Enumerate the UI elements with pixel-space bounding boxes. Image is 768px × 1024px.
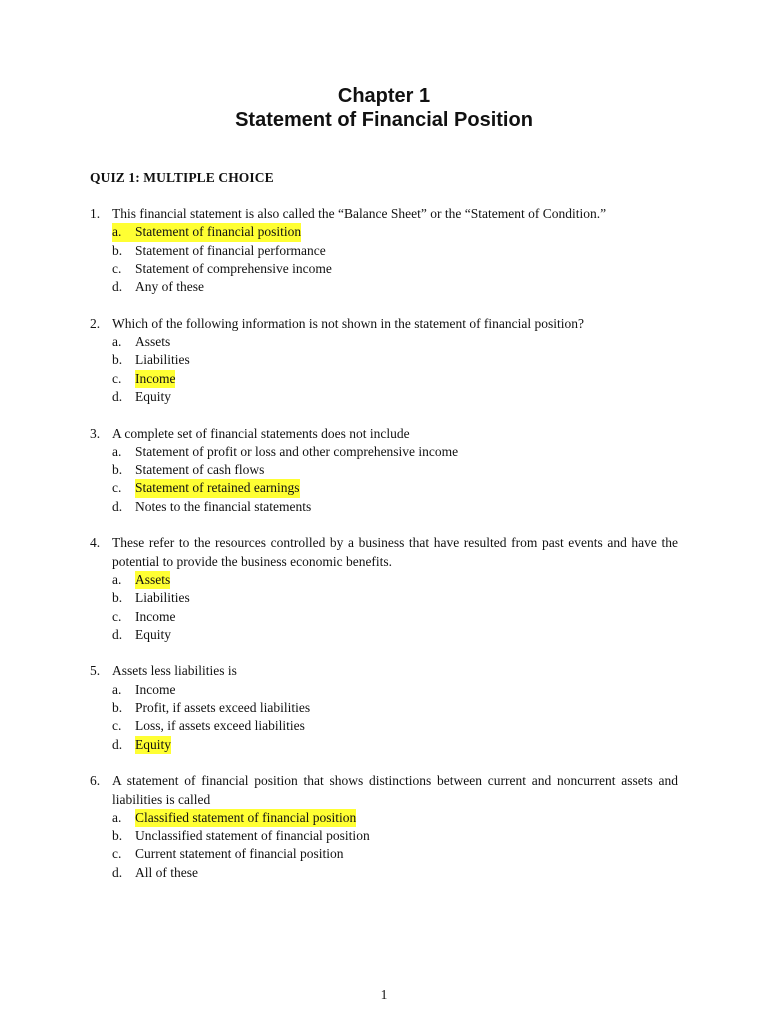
question-text: A statement of financial position that shows distinctions between current and noncurrent assets and liabilities is called (112, 773, 678, 807)
choice-text-highlighted: Classified statement of financial position (135, 809, 356, 827)
choice-item (90, 443, 678, 461)
choice-list (90, 571, 678, 644)
choice-item (90, 479, 678, 497)
choice-text: Liabilities (135, 352, 190, 368)
choice-letter: b. (112, 242, 123, 258)
question-line (90, 425, 678, 443)
question-line (90, 662, 678, 680)
choice-item (90, 571, 678, 589)
choice-list (90, 333, 678, 406)
choice-letter: b. (112, 352, 123, 368)
choice-item (90, 498, 678, 516)
choice-text: Equity (135, 388, 171, 404)
choice-letter: d. (112, 498, 123, 514)
question-number: 5. (90, 663, 101, 679)
choice-item (90, 845, 678, 863)
page-number: 1 (380, 987, 388, 1002)
question-text: Which of the following information is not shown in the statement of financial position? (112, 315, 585, 331)
question-list (90, 205, 678, 900)
question-item (90, 534, 678, 644)
choice-item (90, 699, 678, 717)
choice-letter: d. (112, 736, 123, 752)
choice-list (90, 809, 678, 882)
choice-item (90, 461, 678, 479)
question-number: 6. (90, 773, 101, 789)
choice-item (90, 223, 678, 241)
choice-text: Income (135, 608, 176, 624)
choice-item (90, 351, 678, 369)
choice-text: Current statement of financial position (135, 846, 344, 862)
choice-text-highlighted: Equity (135, 736, 171, 754)
question-item (90, 772, 678, 882)
chapter-title: Chapter 1 (337, 85, 431, 107)
question-line (90, 315, 678, 333)
choice-list (90, 223, 678, 296)
choice-text: Notes to the financial statements (135, 498, 312, 514)
question-line (90, 534, 678, 571)
question-text: A complete set of financial statements does not include (112, 425, 410, 441)
choice-text: Equity (135, 626, 171, 642)
choice-item (90, 589, 678, 607)
choice-text: Statement of financial performance (135, 242, 326, 258)
question-number: 3. (90, 425, 101, 441)
question-line (90, 772, 678, 809)
choice-item (90, 608, 678, 626)
choice-letter: a. (112, 571, 122, 587)
choice-letter: b. (112, 590, 123, 606)
chapter-title-block (0, 84, 768, 132)
choice-letter: c. (112, 608, 122, 624)
choice-item (90, 260, 678, 278)
choice-text: All of these (135, 864, 198, 880)
choice-letter: d. (112, 279, 123, 295)
choice-text: Income (135, 681, 176, 697)
question-text: Assets less liabilities is (112, 663, 237, 679)
choice-text: Liabilities (135, 590, 190, 606)
choice-letter: c. (112, 718, 122, 734)
choice-item (90, 242, 678, 260)
choice-letter: c. (112, 480, 122, 496)
choice-text: Unclassified statement of financial position (135, 828, 370, 844)
choice-text: Profit, if assets exceed liabilities (135, 700, 311, 716)
choice-item (90, 388, 678, 406)
choice-list (90, 681, 678, 754)
choice-text-highlighted: Assets (135, 571, 170, 589)
choice-item (90, 809, 678, 827)
choice-text: Statement of cash flows (135, 462, 265, 478)
choice-text: Loss, if assets exceed liabilities (135, 718, 305, 734)
chapter-subtitle: Statement of Financial Position (235, 109, 533, 131)
choice-letter: d. (112, 864, 123, 880)
choice-text-highlighted: Statement of retained earnings (135, 479, 300, 497)
choice-item (90, 681, 678, 699)
choice-list (90, 443, 678, 516)
question-line (90, 205, 678, 223)
question-number: 1. (90, 206, 101, 221)
choice-text: Statement of comprehensive income (135, 260, 332, 276)
question-number: 2. (90, 315, 101, 331)
choice-letter: a. (112, 443, 122, 459)
choice-item (90, 827, 678, 845)
choice-text-highlighted: Statement of financial position (135, 223, 301, 241)
choice-letter: a. (112, 223, 135, 241)
choice-text: Any of these (135, 279, 204, 295)
question-number: 4. (90, 535, 101, 551)
choice-letter: a. (112, 809, 122, 825)
choice-letter: a. (112, 334, 122, 350)
choice-letter: c. (112, 260, 122, 276)
choice-item (90, 864, 678, 882)
question-text: This financial statement is also called the “Balance Sheet” or the “Statement of Condition.” (112, 206, 607, 221)
choice-text: Statement of profit or loss and other comprehensive income (135, 443, 459, 459)
question-item (90, 315, 678, 406)
choice-letter: b. (112, 462, 123, 478)
choice-letter: d. (112, 388, 123, 404)
choice-letter: c. (112, 846, 122, 862)
choice-text: Assets (135, 334, 171, 350)
choice-item (90, 333, 678, 351)
choice-letter: b. (112, 700, 123, 716)
choice-letter: a. (112, 681, 122, 697)
choice-item (90, 278, 678, 296)
choice-letter: c. (112, 370, 122, 386)
choice-item (90, 626, 678, 644)
choice-item (90, 736, 678, 754)
choice-letter: d. (112, 626, 123, 642)
quiz-heading: QUIZ 1: MULTIPLE CHOICE (90, 170, 274, 185)
question-item (90, 205, 678, 296)
question-item (90, 662, 678, 753)
question-item (90, 425, 678, 516)
question-text: These refer to the resources controlled by a business that have resulted from past events and have the potential to provide the business economic benefits. (112, 535, 678, 569)
choice-letter: b. (112, 828, 123, 844)
choice-item (90, 370, 678, 388)
choice-item (90, 717, 678, 735)
choice-text-highlighted: Income (135, 370, 175, 388)
